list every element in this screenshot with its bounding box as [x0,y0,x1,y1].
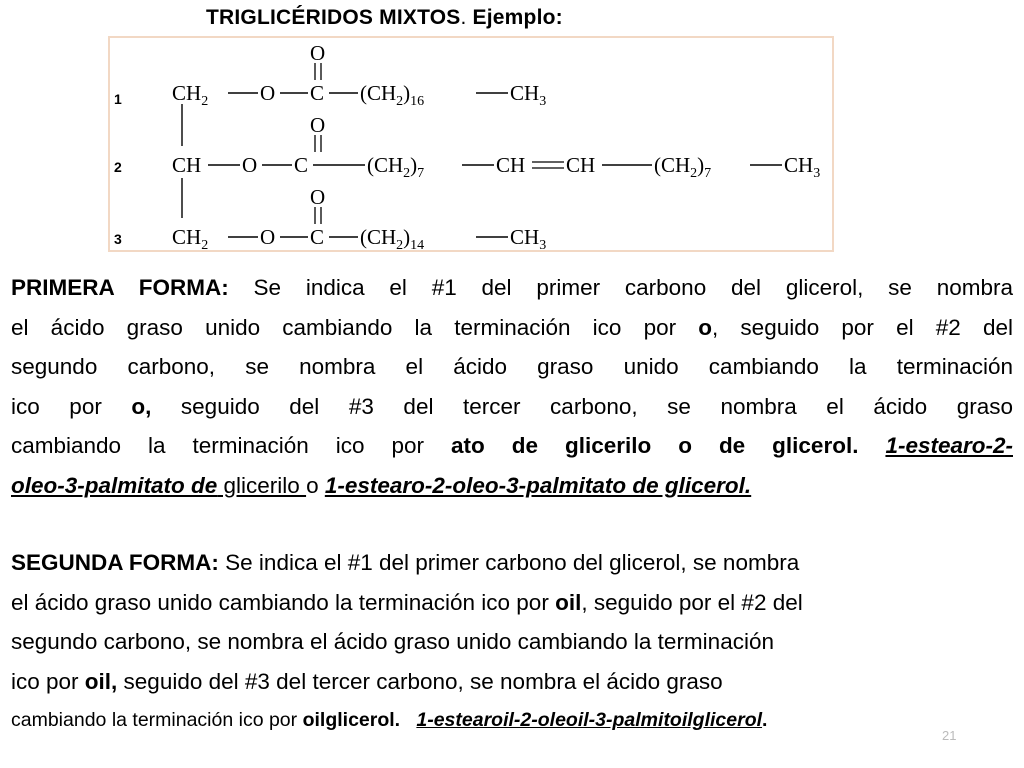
row-number-2: 2 [114,159,122,175]
title-main: TRIGLICÉRIDOS MIXTOS [206,6,461,29]
row-number-3: 3 [114,231,122,247]
methyl-end: CH [784,153,814,177]
svg-text:(CH2)16: $(CH_2)_{16}$ [360,81,425,109]
row-number-1: 1 [114,91,122,107]
primera-name-example: 1-estearo-2- [885,433,1013,458]
alkene-carbon-2: CH [566,153,596,177]
carbonyl-carbon: C [310,81,325,105]
methyl-end: CH [510,81,540,105]
segunda-forma-paragraph: SEGUNDA FORMA: Se indica el #1 del primer carbono del glicerol, se nombra el ácido graso unido cambiando la terminación ico por oil, seguido por el #2 del segundo carbono, se nombra el ácido graso unido cambiando la terminación ico por oil, seguido del #3 del tercer carbono, se nombra el ácido graso cambiando la terminación ico por oilglicerol. 1-estearoil-2-oleoil-3-palmitoilglicerol. [11,550,803,731]
svg-text:CH2 [172,81,208,109]
primera-name-alternative: 1-estearo-2-oleo-3-palmitato de glicerol. [324,472,752,498]
formula-row-1 [172,41,546,109]
carbonyl-oxygen: O [310,185,326,209]
svg-text:CH3: $CH_3$ [784,153,821,181]
carbonyl-oxygen: O [310,41,326,65]
formula-drawing [110,38,836,254]
chain-length: 14 [410,238,425,253]
glycerol-carbon: CH [172,153,202,177]
title-dot: . [460,6,467,29]
primera-forma-paragraph: PRIMERA FORMA: Se indica el #1 del primer carbono del glicerol, se nombra el ácido graso unido cambiando la terminación ico por o, seguido por el #2 del segundo carbono, se nombra el ácido graso unido cambiando la terminación ico por o, seguido del #3 del tercer carbono, se nombra el ácido graso cambiando la terminación ico por ato de glicerilo o de glicerol. 1-estearo-2- oleo-3-palmitato de glicerilo o 1-estearo-2-oleo-3-palmitato de glicerol. [11,275,1013,498]
triglyceride-formula [108,36,834,252]
svg-text:CH2 [172,225,208,253]
chain-length: 7 [704,166,712,181]
page-number: 21 [942,728,957,743]
acyl-chain: (CH [360,81,397,105]
segunda-name-example: 1-estearoil-2-oleoil-3-palmitoilglicerol [416,709,763,731]
svg-text:CH3: $CH_3$ [510,225,547,253]
svg-text:(CH2)7: $(CH_2)_7$ [367,153,425,181]
formula-row-2 [172,113,820,181]
ester-oxygen: O [260,81,276,105]
glycerol-subscript: 2 [201,238,209,253]
formula-row-3 [172,185,546,253]
methyl-end: CH [510,225,540,249]
ester-oxygen: O [260,225,276,249]
carbonyl-oxygen: O [310,113,326,137]
primera-forma-label: PRIMERA FORMA: [11,275,229,300]
glycerol-carbon: CH [172,81,202,105]
title-example: Ejemplo: [466,6,563,29]
svg-text:CH3: $CH_3$ [510,81,547,109]
carbonyl-carbon: C [294,153,309,177]
acyl-chain-2: (CH [654,153,691,177]
carbonyl-carbon: C [310,225,325,249]
slide-title [206,6,563,30]
acyl-chain: (CH [360,225,397,249]
glycerol-carbon: CH [172,225,202,249]
alkene-carbon-1: CH [496,153,526,177]
svg-text:(CH2)14: $(CH_2)_{14}$ [360,225,425,253]
glycerol-subscript: 2 [201,94,209,109]
segunda-forma-label: SEGUNDA FORMA: [11,550,219,575]
ester-oxygen: O [242,153,258,177]
svg-text:(CH2)7: $(CH_2)_7$ [654,153,712,181]
chain-length: 7 [417,166,425,181]
chain-length: 16 [410,94,425,109]
acyl-chain: (CH [367,153,404,177]
